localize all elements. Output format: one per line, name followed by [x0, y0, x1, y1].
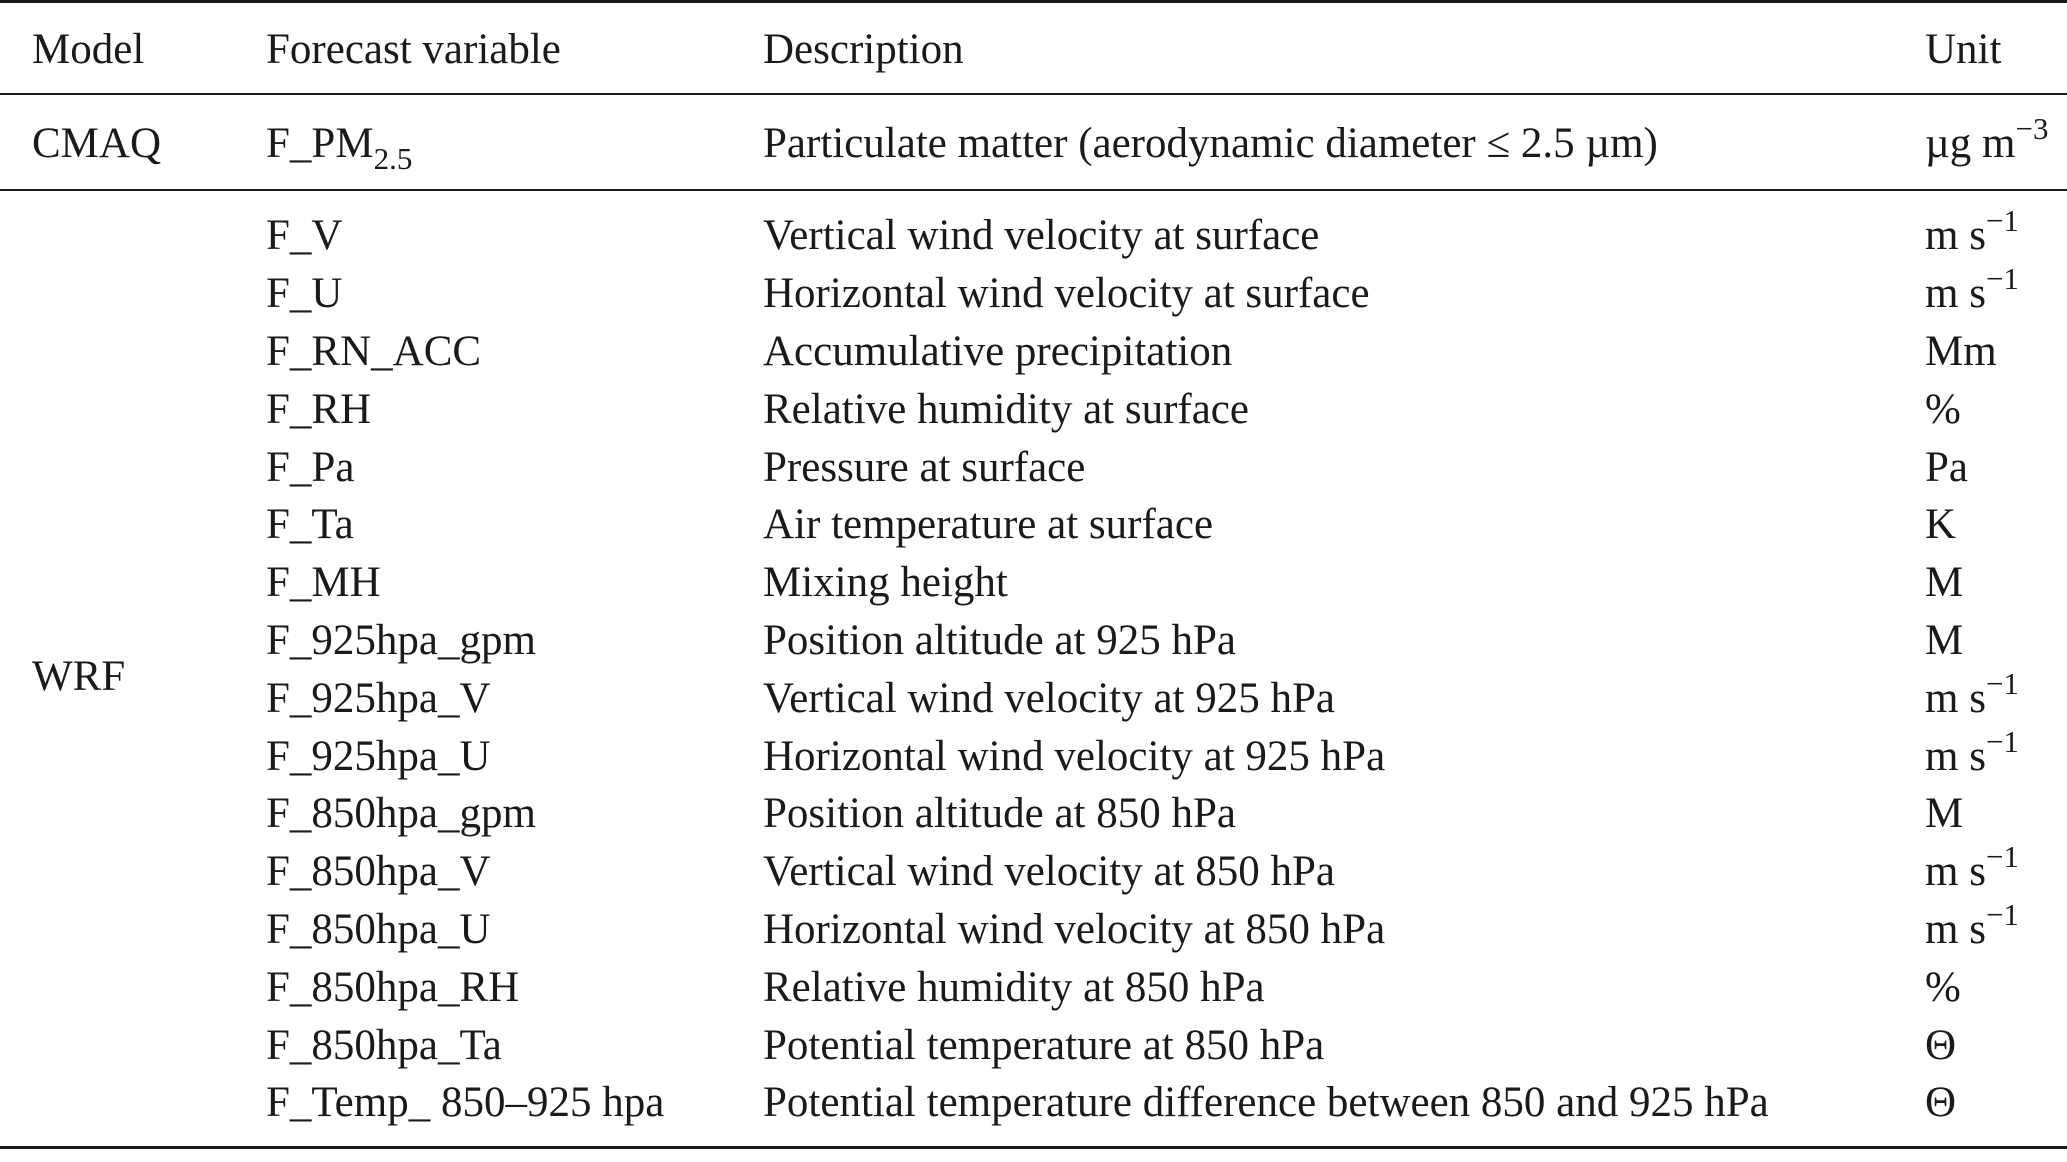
unit-superscript: −1 [1985, 203, 2019, 239]
forecast-variable-cell: F_RN_ACC [266, 327, 482, 375]
unit-base: m s [1925, 848, 1986, 896]
description-cell: Air temperature at surface [763, 501, 1214, 549]
unit-base: m s [1925, 905, 1986, 953]
description-cell: Relative humidity at 850 hPa [763, 963, 1265, 1011]
unit-base: % [1925, 963, 1961, 1011]
description-cell: Horizontal wind velocity at 925 hPa [763, 732, 1386, 780]
unit-superscript: −3 [2015, 110, 2049, 146]
unit-cell [1925, 896, 2067, 959]
forecast-variable-cell: F_RH [266, 385, 372, 433]
header-unit: Unit [1925, 25, 2002, 73]
unit-base: Θ [1925, 1021, 1957, 1069]
forecast-variable-cell: F_850hpa_Ta [266, 1021, 502, 1069]
unit-superscript: −1 [1985, 723, 2019, 759]
unit-cell [1925, 1016, 2067, 1074]
unit-base: Mm [1925, 327, 1997, 375]
forecast-variable-cell: F_MH [266, 559, 381, 607]
description-cell: Mixing height [763, 559, 1008, 607]
unit-base: m s [1925, 674, 1986, 722]
description-cell: Position altitude at 850 hPa [763, 790, 1236, 838]
table-header [0, 2, 2067, 95]
header-model: Model [32, 25, 145, 73]
description-cell: Potential temperature at 850 hPa [763, 1021, 1325, 1069]
unit-base: M [1925, 790, 1964, 838]
unit-base: µg m [1925, 119, 2016, 167]
wrf-section [0, 190, 2067, 1147]
table-row [0, 1016, 2067, 1074]
unit-cell [1925, 839, 2067, 901]
unit-base: % [1925, 385, 1961, 433]
table-row [0, 1074, 2067, 1147]
table-row [0, 727, 2067, 785]
unit-cell [1925, 438, 2067, 496]
table-row [0, 380, 2067, 438]
forecast-variable-cell: F_V [266, 212, 343, 260]
unit-base: m s [1925, 270, 1986, 318]
unit-base: m s [1925, 212, 1986, 260]
header-description: Description [763, 25, 964, 73]
description-cell: Particulate matter (aerodynamic diameter ≤ 2.5 µm) [763, 119, 1658, 167]
unit-superscript: −1 [1985, 665, 2019, 701]
description-cell: Accumulative precipitation [763, 327, 1233, 375]
table-row [0, 190, 2067, 265]
table-row [0, 843, 2067, 901]
description-cell: Relative humidity at surface [763, 385, 1249, 433]
unit-superscript: −1 [1985, 261, 2019, 297]
description-cell: Pressure at surface [763, 443, 1086, 491]
table-row [0, 612, 2067, 670]
unit-base: M [1925, 616, 1964, 664]
model-name-wrf: WRF [32, 652, 126, 700]
unit-cell [1925, 785, 2067, 843]
header-forecast-variable: Forecast variable [266, 25, 561, 73]
unit-superscript: −1 [1985, 839, 2019, 875]
table-row [0, 496, 2067, 554]
description-cell: Potential temperature difference between 850 and 925 hPa [763, 1079, 1769, 1127]
forecast-variable-cell: F_850hpa_U [266, 905, 491, 953]
variable-base: F_PM [266, 119, 374, 167]
unit-cell [1925, 496, 2067, 554]
forecast-variable-cell: F_U [266, 270, 343, 318]
table-row [0, 785, 2067, 843]
description-cell: Vertical wind velocity at surface [763, 212, 1320, 260]
unit-cell [1925, 94, 2067, 190]
forecast-variable-cell: F_850hpa_gpm [266, 790, 536, 838]
cmaq-section [0, 94, 2067, 190]
table-row [0, 958, 2067, 1016]
unit-superscript: −1 [1985, 896, 2019, 932]
unit-cell [1925, 261, 2067, 323]
unit-cell [1925, 323, 2067, 381]
variable-subscript: 2.5 [373, 140, 413, 176]
unit-base: Θ [1925, 1079, 1957, 1127]
unit-cell [1925, 1074, 2067, 1147]
description-cell: Horizontal wind velocity at 850 hPa [763, 905, 1386, 953]
unit-base: Pa [1925, 443, 1968, 491]
unit-cell [1925, 723, 2067, 785]
forecast-variable-cell: F_Temp_ 850–925 hpa [266, 1079, 665, 1127]
forecast-variable-cell: F_925hpa_U [266, 732, 491, 780]
forecast-variable-cell: F_850hpa_V [266, 848, 491, 896]
forecast-variable-cell: F_925hpa_gpm [266, 616, 536, 664]
unit-cell [1925, 380, 2067, 438]
unit-cell [1925, 612, 2067, 670]
unit-base: M [1925, 559, 1964, 607]
forecast-variable-cell: F_Ta [266, 501, 354, 549]
forecast-variable-cell: F_925hpa_V [266, 674, 491, 722]
table-row [0, 94, 2067, 190]
description-cell: Horizontal wind velocity at surface [763, 270, 1370, 318]
header-row [0, 2, 2067, 95]
table-row [0, 265, 2067, 323]
table-row [0, 554, 2067, 612]
description-cell: Position altitude at 925 hPa [763, 616, 1236, 664]
unit-cell [1925, 190, 2067, 265]
unit-cell [1925, 554, 2067, 612]
unit-base: m s [1925, 732, 1986, 780]
table-row [0, 323, 2067, 381]
forecast-variable-cell: F_Pa [266, 443, 355, 491]
unit-cell [1925, 958, 2067, 1016]
unit-base: K [1925, 501, 1957, 549]
forecast-variable-cell [230, 94, 763, 190]
model-name-cmaq: CMAQ [32, 119, 162, 167]
table-row [0, 669, 2067, 727]
table-row [0, 901, 2067, 959]
unit-cell [1925, 665, 2067, 727]
table-row [0, 438, 2067, 496]
description-cell: Vertical wind velocity at 925 hPa [763, 674, 1335, 722]
description-cell: Vertical wind velocity at 850 hPa [763, 848, 1335, 896]
forecast-variable-cell: F_850hpa_RH [266, 963, 520, 1011]
